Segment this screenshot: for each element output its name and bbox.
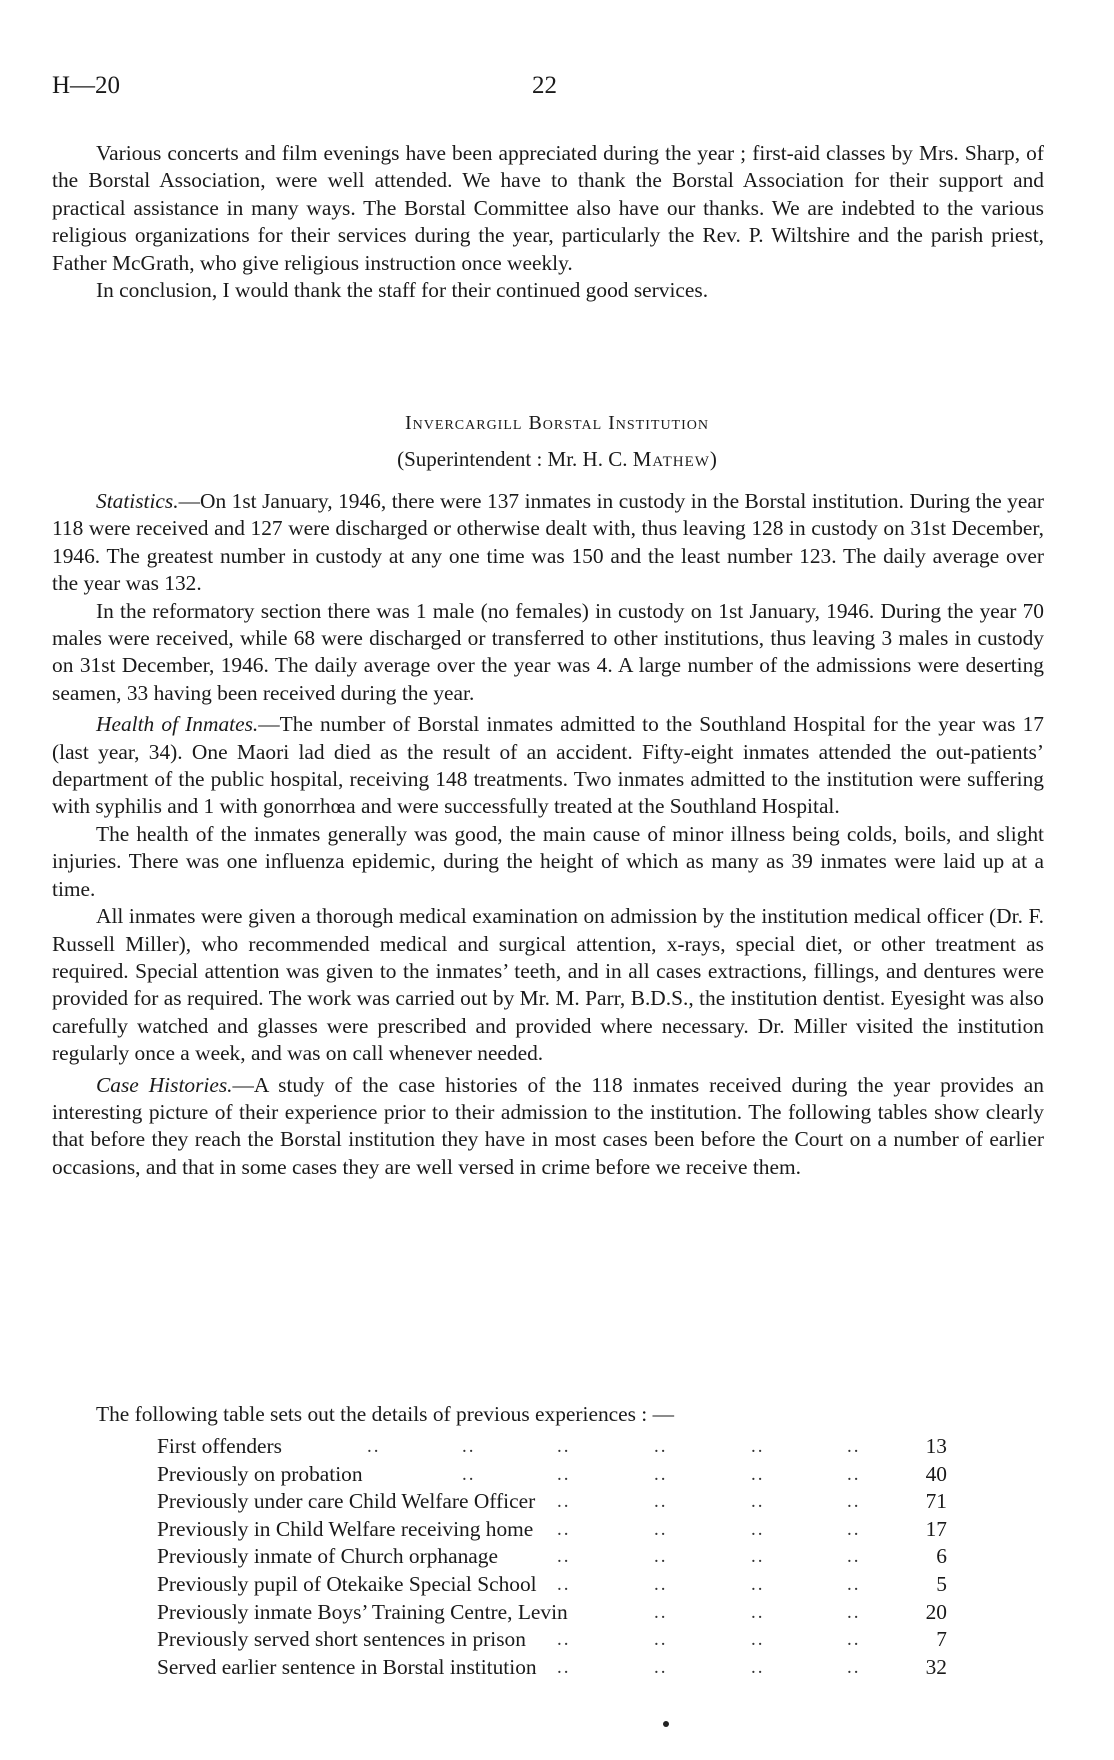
section-subtitle — [0, 447, 1114, 472]
row-value: 40 — [925, 1461, 947, 1486]
leader-dots: .. — [654, 1573, 668, 1595]
leader-dots: .. — [462, 1436, 476, 1457]
leader-dots: .. — [847, 1518, 861, 1540]
row-value: 71 — [925, 1489, 947, 1514]
leader-dots: .. — [847, 1546, 861, 1568]
row-value: 7 — [936, 1627, 947, 1652]
leader-dots: .. — [557, 1573, 571, 1595]
leader-dots: .. — [751, 1656, 765, 1678]
leader-dots: .. — [654, 1436, 668, 1457]
leader-dots: .. — [367, 1436, 381, 1457]
leader-dots: .. — [847, 1491, 861, 1513]
row-label: Served earlier sentence in Borstal institution — [157, 1654, 537, 1679]
leader-dots: .. — [751, 1463, 765, 1485]
page-mark — [663, 1721, 669, 1727]
health-paragraph — [52, 711, 1044, 821]
superintendent-name: Mathew — [632, 447, 710, 471]
row-label: Previously under care Child Welfare Officer — [157, 1489, 536, 1514]
table-row — [157, 1626, 947, 1654]
leader-dots: .. — [751, 1491, 765, 1513]
table-row — [157, 1599, 947, 1627]
conclusion-paragraph: In conclusion, I would thank the staff for their continued good services. — [96, 278, 709, 303]
leader-dots: .. — [462, 1463, 476, 1485]
page-header — [52, 72, 1062, 108]
intro-section — [52, 140, 1044, 304]
row-label: Previously in Child Welfare receiving home — [157, 1516, 534, 1541]
table-row — [157, 1516, 947, 1544]
case-histories-text: —A study of the case histories of the 118 inmates received during the year provides an interesting picture of their experience prior to their admission to the institution. The following tables show clearly that before they reach the Borstal institution they have in most cases been before the Court on a number of earlier occasions, and that in some cases they are well versed in crime before we receive them. — [52, 1072, 1044, 1179]
leader-dots: .. — [654, 1656, 668, 1678]
health-general-paragraph: The health of the inmates generally was good, the main cause of minor illness being colds, boils, and slight injuries. There was one influenza epidemic, during the height of which as many as 39 inmates were laid up at a time. — [52, 821, 1044, 901]
table-row — [157, 1488, 947, 1516]
row-value: 32 — [925, 1654, 947, 1679]
leader-dots: .. — [751, 1518, 765, 1540]
leader-dots: .. — [557, 1546, 571, 1568]
row-label: First offenders — [157, 1434, 282, 1458]
medical-paragraph: All inmates were given a thorough medical examination on admission by the institution medical officer (Dr. F. Russell Miller), who recommended medical and surgical attention, x-rays, special diet, or other treatment as required. Special attention was given to the inmates’ teeth, and in all cases extractions, fillings, and dentures were provided for as required. The work was carried out by Mr. M. Parr, B.D.S., the institution dentist. Eyesight was also carefully watched and glasses were prescribed and provided where necessary. Dr. Miller visited the institution regularly once a week, and was on call whenever needed. — [52, 904, 1044, 1066]
row-label: Previously inmate of Church orphanage — [157, 1544, 498, 1569]
row-label: Previously on probation — [157, 1461, 363, 1486]
table-intro: The following table sets out the details of previous experiences : — — [96, 1402, 674, 1426]
row-value: 17 — [925, 1516, 947, 1541]
leader-dots: .. — [557, 1491, 571, 1513]
table-row — [157, 1654, 947, 1682]
leader-dots: .. — [654, 1463, 668, 1485]
leader-dots: .. — [557, 1436, 571, 1457]
leader-dots: .. — [654, 1491, 668, 1513]
row-label: Previously served short sentences in prison — [157, 1627, 526, 1652]
leader-dots: .. — [751, 1573, 765, 1595]
table-row — [157, 1461, 947, 1489]
leader-dots: .. — [557, 1463, 571, 1485]
leader-dots: .. — [751, 1546, 765, 1568]
health-heading: Health of Inmates. — [96, 712, 259, 737]
row-value: 6 — [936, 1544, 947, 1569]
health-text: —The number of Borstal inmates admitted to the Southland Hospital for the year was 17 (last year, 34). One Maori lad died as the result of an accident. Fifty-eight inmates attended the out-patients’ department of the public hospital, receiving 148 treatments. Two inmates admitted to the institution were suffering with syphilis and 1 with gonorrhœa and were successfully treated at the Southland Hospital. — [52, 712, 1044, 819]
leader-dots: .. — [847, 1629, 861, 1651]
row-label: Previously inmate Boys’ Training Centre, Levin — [157, 1599, 568, 1624]
page-code: H—20 — [52, 72, 121, 99]
row-value: 5 — [936, 1571, 947, 1596]
table-row — [157, 1433, 947, 1461]
previous-experiences-table — [157, 1433, 947, 1681]
subtitle-prefix: (Superintendent : Mr. H. C. — [397, 447, 633, 471]
page-number: 22 — [532, 72, 557, 99]
leader-dots: .. — [751, 1436, 765, 1457]
row-value: 13 — [925, 1434, 947, 1458]
leader-dots: .. — [847, 1601, 861, 1623]
section-title: Invercargill Borstal Institution — [405, 412, 709, 434]
statistics-text: —On 1st January, 1946, there were 137 inmates in custody in the Borstal institution. During the year 118 were received and 127 were discharged or otherwise dealt with, thus leaving 128 in custody on 31st December, 1946. The greatest number in custody at any one time was 150 and the least number 123. The daily average over the year was 132. — [52, 489, 1044, 596]
leader-dots: .. — [654, 1601, 668, 1623]
row-label: Previously pupil of Otekaike Special School — [157, 1571, 537, 1596]
case-histories-paragraph — [52, 1072, 1044, 1182]
leader-dots: .. — [557, 1518, 571, 1540]
leader-dots: .. — [751, 1629, 765, 1651]
leader-dots: .. — [557, 1629, 571, 1651]
case-histories-heading: Case Histories. — [96, 1072, 233, 1097]
leader-dots: .. — [654, 1518, 668, 1540]
leader-dots: .. — [847, 1656, 861, 1678]
reformatory-paragraph: In the reformatory section there was 1 male (no females) in custody on 1st January, 1946. During the year 70 males were received, while 68 were discharged or transferred to other institutions, thus leaving 3 males in custody on 31st December, 1946. The daily average over the year was 4. A large number of the admissions were deserting seamen, 33 having been received during the year. — [52, 598, 1044, 705]
leader-dots: .. — [654, 1546, 668, 1568]
table-row — [157, 1571, 947, 1599]
leader-dots: .. — [557, 1656, 571, 1678]
subtitle-suffix: ) — [709, 447, 717, 471]
leader-dots: .. — [847, 1436, 861, 1457]
statistics-paragraph — [52, 488, 1044, 598]
leader-dots: .. — [751, 1601, 765, 1623]
main-section — [52, 488, 1044, 1181]
table-row — [157, 1543, 947, 1571]
leader-dots: .. — [847, 1463, 861, 1485]
leader-dots: .. — [654, 1629, 668, 1651]
intro-paragraph: Various concerts and film evenings have been appreciated during the year ; first-aid classes by Mrs. Sharp, of the Borstal Association, were well attended. We have to thank the Borstal Association for their support and practical assistance in many ways. The Borstal Committee also have our thanks. We are indebted to the various religious organizations for their services during the year, particularly the Rev. P. Wiltshire and the parish priest, Father McGrath, who give religious instruction once weekly. — [52, 141, 1044, 275]
leader-dots: .. — [847, 1573, 861, 1595]
row-value: 20 — [925, 1599, 947, 1624]
statistics-heading: Statistics. — [96, 489, 179, 513]
